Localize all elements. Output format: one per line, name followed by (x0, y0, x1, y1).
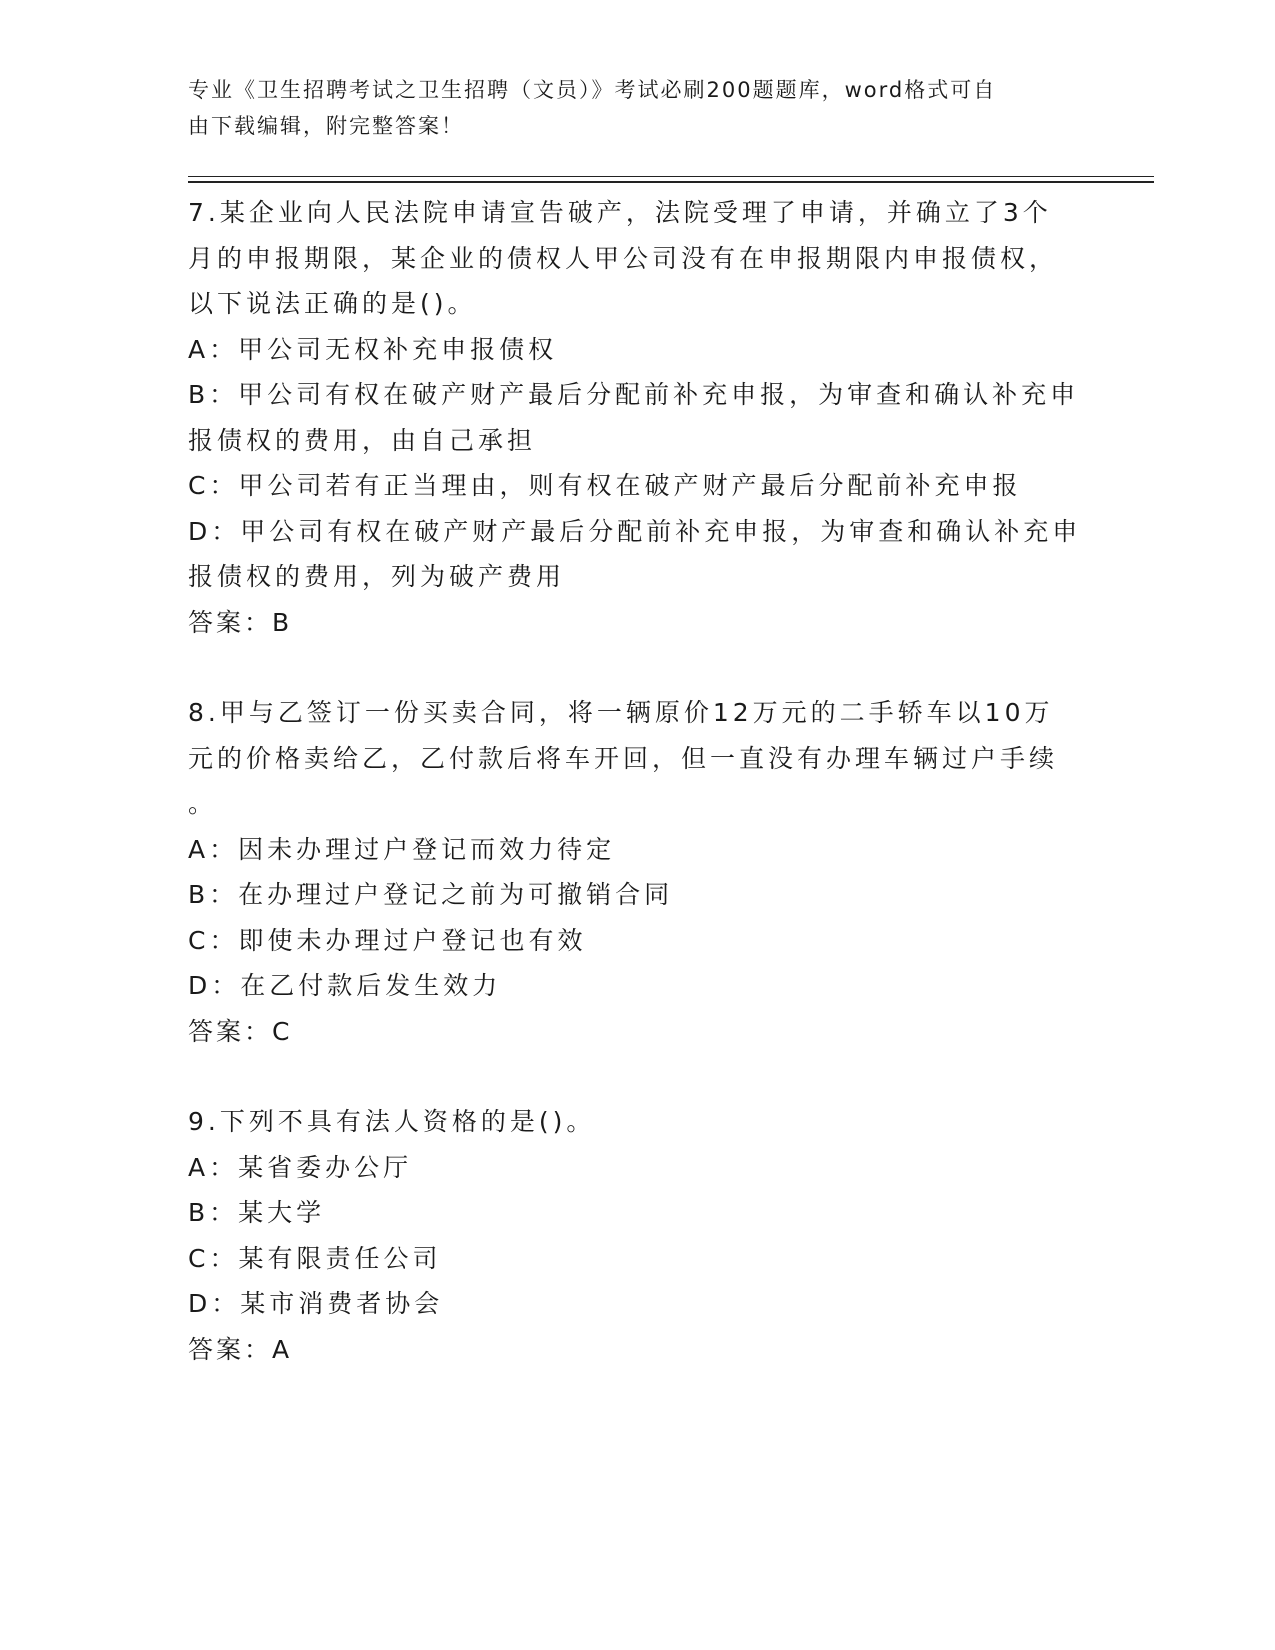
answer: 答案：A (188, 1334, 293, 1364)
option-d-continued: 报债权的费用，列为破产费用 (188, 562, 566, 591)
header-line-2: 由下载编辑，附完整答案！ (188, 114, 464, 138)
question-stem-line: 以下说法正确的是()。 (188, 289, 477, 318)
question-stem-line: 月的申报期限，某企业的债权人甲公司没有在申报期限内申报债权， (188, 243, 1059, 273)
header-line-1: 专业《卫生招聘考试之卫生招聘（文员）》考试必刷200题题库，word格式可自 (188, 78, 997, 102)
question-stem-line: 元的价格卖给乙，乙付款后将车开回，但一直没有办理车辆过户手续 (188, 743, 1059, 773)
question-9 (188, 1099, 1088, 1372)
option-c: C：甲公司若有正当理由，则有权在破产财产最后分配前补充申报 (188, 471, 1022, 500)
document-header (188, 72, 1068, 144)
spacer (188, 645, 1088, 690)
option-c: C：即使未办理过户登记也有效 (188, 925, 587, 955)
option-b: B：某大学 (188, 1198, 326, 1227)
question-stem-line: 8.甲与乙签订一份买卖合同，将一辆原价12万元的二手轿车以10万 (188, 698, 1054, 727)
question-8 (188, 690, 1088, 1054)
option-c: C：某有限责任公司 (188, 1243, 442, 1273)
option-d: D：某市消费者协会 (188, 1289, 444, 1318)
question-list (188, 190, 1088, 1372)
answer: 答案：C (188, 1016, 293, 1046)
header-rule-thick (188, 181, 1154, 183)
option-b: B：在办理过户登记之前为可撤销合同 (188, 880, 674, 909)
option-d: D：在乙付款后发生效力 (188, 971, 502, 1000)
question-stem-line: 7.某企业向人民法院申请宣告破产，法院受理了申请，并确立了3个 (188, 198, 1052, 227)
option-b: B：甲公司有权在破产财产最后分配前补充申报，为审查和确认补充申 (188, 380, 1080, 409)
header-rule-thin (188, 176, 1154, 177)
option-b-continued: 报债权的费用，由自己承担 (188, 425, 537, 455)
question-7 (188, 190, 1088, 645)
option-a: A：某省委办公厅 (188, 1152, 413, 1182)
option-d: D：甲公司有权在破产财产最后分配前补充申报，为审查和确认补充申 (188, 516, 1082, 546)
question-stem-line: 。 (188, 789, 218, 818)
option-a: A：甲公司无权补充申报债权 (188, 334, 558, 364)
question-stem-line: 9.下列不具有法人资格的是()。 (188, 1107, 596, 1136)
spacer (188, 1054, 1088, 1099)
option-a: A：因未办理过户登记而效力待定 (188, 834, 616, 864)
answer: 答案：B (188, 607, 293, 637)
